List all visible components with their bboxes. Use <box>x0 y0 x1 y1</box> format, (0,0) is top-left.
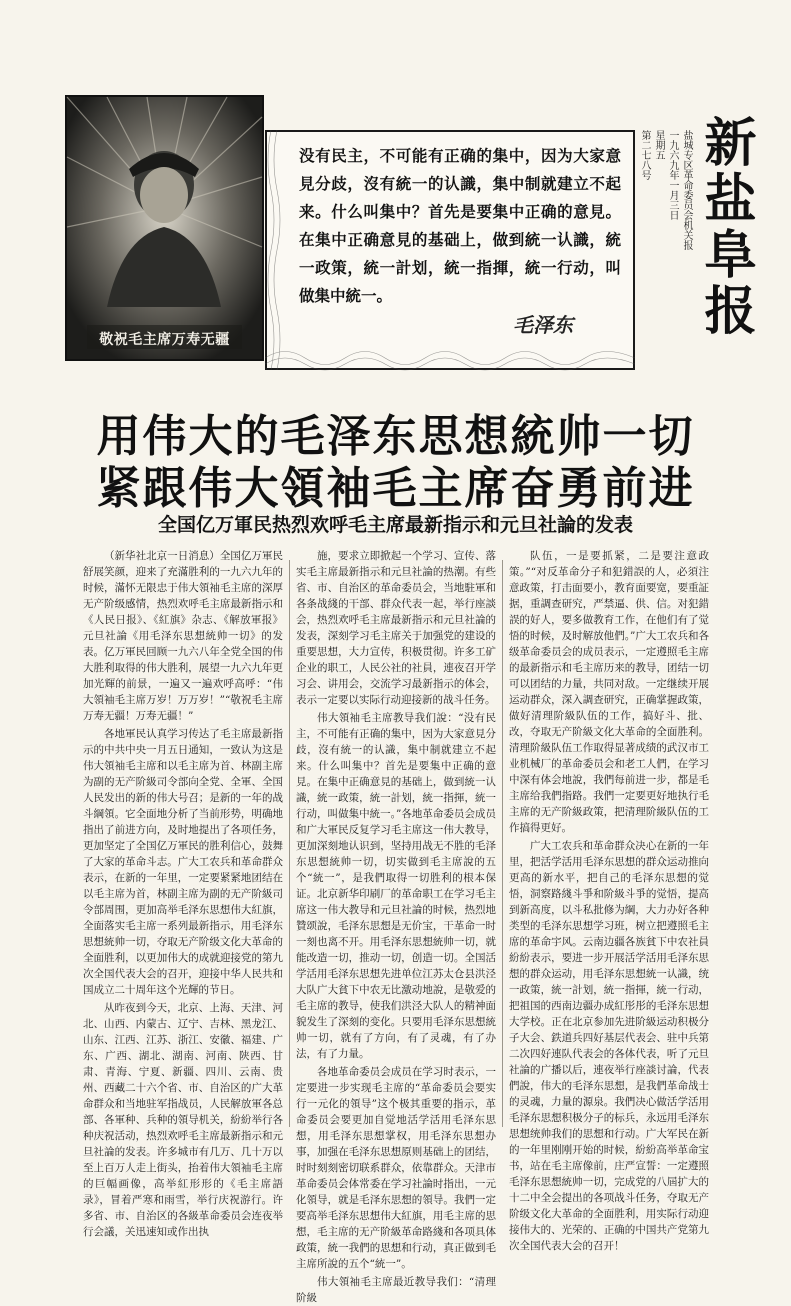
headline-line-1: 用伟大的毛泽东思想統帅一切 <box>96 411 695 462</box>
newspaper-title: 新盐阜报 <box>695 115 755 339</box>
mao-portrait <box>65 95 264 361</box>
article-column-2 <box>296 548 496 1304</box>
article-column-3 <box>509 548 709 1252</box>
publisher: 盐城专区革命委员会机关报 <box>681 130 692 250</box>
sunburst-icon <box>67 97 262 359</box>
quotation-box <box>265 130 635 370</box>
paragraph: 施，要求立即掀起一个学习、宣传、落实毛主席最新指示和元旦社論的热潮。有些省、市、自治区的革命委员会，当地駐軍和各条战綫的干部、群众代表一起，举行座談会，热烈欢呼毛主席最新指示和元旦社論的发表，深刻学习毛主席关于加强党的建设的重要思想，大力宣传，积极贯彻。许多工矿企业的职工，人民公社的社員，連夜召开学习会、讲用会，交流学习最新指示的体会，表示一定要以实际行动迎接新的战斗任务。 <box>296 550 496 706</box>
headline-line-2: 紧跟伟大領袖毛主席奋勇前进 <box>96 463 695 514</box>
paragraph: 各地軍民认真学习传达了毛主席最新指示的中共中央一月五日通知，一致认为这是伟大領袖毛主席和以毛主席为首、林副主席为副的无产阶級司令部向全党、全軍、全国人民发出的新的伟大号召；是新的一年的战斗綱領。它全面地分析了当前形势，明确地指出了前进方向，及时地提出了各项任务，更加坚定了全国亿万軍民的胜利信心，鼓舞了大家的革命斗志。广大工农兵和革命群众表示，在新的一年里，一定要紧紧地团结在以毛主席为首，林副主席为副的无产阶級司令部周围，更加高举毛泽东思想伟大紅旗，全面落实毛主席一系列最新指示，用毛泽东思想統帅一切，夺取无产阶级文化大革命的全面胜利，以更加伟大的成就迎接党的第九次全国代表大会的召开，迎接中华人民共和国成立二十周年这个光輝的节日。 <box>83 728 283 996</box>
paragraph: （新华社北京一日消息）全国亿万軍民舒展笑颜，迎来了充滿胜利的一九六九年的时候，滿怀无限忠于伟大領袖毛主席的深厚无产阶级感情，热烈欢呼毛主席最新指示和《人民日报》、《紅旗》杂志、《解放軍报》元旦社論《用毛泽东思想統帅一切》的发表。亿万軍民回顾一九六八年全党全国的伟大胜利取得的伟大胜利，展望一九六九年更加光輝的前景，一遍又一遍欢呼高呼：“伟大領袖毛主席万岁！万万岁！”“敬祝毛主席万寿无疆！万寿无疆！” <box>83 550 283 722</box>
paragraph: 各地革命委员会成员在学习时表示，一定要进一步实现毛主席的“革命委员会要实行一元化的領导”这个极其重要的指示，革命委员会要更加自觉地活学活用毛泽东思想，用毛泽东思想掌权，用毛泽东思想办事，加强在毛泽东思想原则基础上的团结，时时刻刻密切联系群众，依靠群众。天津市革命委员会体常委在学习社論时指出，一元化領导，就是毛泽东思想的領导。我們一定要高举毛泽东思想伟大紅旗，用毛主席的思想，毛主席的无产阶級革命路綫和各项具体政策，統一我們的思想和行动，真正做到毛主席所說的五个“統一”。 <box>296 1066 496 1270</box>
paragraph: 从昨夜到今天，北京、上海、天津、河北、山西、内蒙古、辽宁、吉林、黑龙江、山东、江西、江苏、浙江、安徽、福建、广东、广西、湖北、湖南、河南、陕西、甘肃、青海、宁夏、新疆、四川、云南、贵州、西藏二十六个省、市、自治区的广大革命群众和当地驻军指战员，人民解放軍各总部、各軍种、兵种的領导机关，紛紛举行各种庆祝活动，热烈欢呼毛主席最新指示和元旦社論的发表。许多城市有几万、几十万以至上百万人走上街头，抬着伟大領袖毛主席的巨幅画像，高举紅形形的《毛主席語录》，冒着严寒和雨雪，举行庆祝游行。许多省、市、自治区的各級革命委员会连夜举行会議，关迅速知或作出执 <box>83 1002 283 1238</box>
paragraph: 广大工农兵和革命群众决心在新的一年里，把活学活用毛泽东思想的群众运动推向更高的新水平，把自己的毛泽东思想的觉悟，洞察路綫斗爭和阶級斗爭的觉悟，提高到新高度，以斗私批修为綱，大力办好各种类型的毛泽东思想学习班，树立把遵照毛主席的革命宇风。云南边疆各族貧下中农社員紛紛表示，要进一步开展活学活用毛泽东思想的群众运动，用毛泽东思想統一认識，统一政策，統一計划，統一指揮，統一行动，把祖国的西南边疆办成紅彤彤的毛泽东思想大学校。正在北京参加先进阶級运动积极分子大会、鉄道兵四好基层代表会、驻中兵第二次四好連队代表会的各体代表，听了元旦社論的广播以后，連夜举行座談讨論，代表們說，伟大的毛泽东思想，是我們革命战士的灵魂，力量的源泉。我們决心做活学活用毛泽东思想积极分子的标兵，永远用毛泽东思想统帅我们的思想和行动。广大军民在新的一年里刚刚开始的时候，紛紛高举革命宝书，站在毛主席像前，庄严宣誓：一定遵照毛泽东思想統帅一切，完成党的八屆扩大的十二中全会提出的各项战斗任务，夺取无产阶级文化大革命的全面胜利，用实际行动迎接伟大的、光荣的、正确的中国共产党第九次全国代表大会的召开！ <box>509 840 709 1252</box>
column-divider <box>289 560 290 1127</box>
publication-info <box>639 130 693 370</box>
paragraph: 队伍，一是要抓紧，二是要注意政策。”“对反革命分子和犯錯誤的人，必須注意政策，打击面要小，教育面要宽，要重証据，重調查研究，严禁逼、供、信。对犯錯誤的好人，要多做教育工作，在他们有了觉悟的时候，及时解放他們。”广大工农兵和各级革命委员会的成员表示，一定遵照毛主席的最新指示和毛主席历来的教导，团结一切可以团结的力量，共同对敌。一定继续开展运动群众，深入調查研究，正确掌握政策，做好清理阶級队伍的工作，搞好斗、批、改，夺取无产阶級文化大革命的全面胜利。清理阶級队伍工作取得显著成绩的武汉市工业机械厂的革命委员会和老工人們，在学习中深有体会地說，我們每前进一步，都是毛主席给我們指路。我們一定要更好地执行毛主席的无产阶級政策，把清理阶級队伍的工作搞得更好。 <box>509 550 709 834</box>
weekday: 星期五 <box>653 130 664 160</box>
mao-quotation: 没有民主，不可能有正确的集中，因为大家意見分歧，沒有統一的认識，集中制就建立不起来。什么叫集中？首先是要集中正确的意見。在集中正确意見的基础上，做到統一认識，統一政策，統一計划，統一指揮，統一行动，叫做集中統一。 <box>299 147 621 305</box>
portrait-caption: 敬祝毛主席万寿无疆 <box>99 332 230 348</box>
paragraph: 伟大領袖毛主席教导我们說：“没有民主，不可能有正确的集中，因为大家意見分歧，沒有統一的认識，集中制就建立不起来。什么叫集中？首先是要集中正确的意見。在集中正确意見的基础上，做到統一认識，統一政策，統一計划，統一指揮，統一行动，叫做集中統一。”各地革命委员会成员和广大軍民反复学习毛主席这一伟大教导，更加深刻地认识到，坚持用战无不胜的毛泽东思想統帅一切，切实做到毛主席說的五个“統一”，是我們取得一切胜利的根本保证。北京新华印刷厂的革命职工在学习毛主席这一伟大教导和元旦社論的时候，热烈地贊颂說，毛泽东思想是无价宝，干革命一时一刻也离不开。用毛泽东思想統帅一切，就能改造一切，推动一切，创造一切。全国活学活用毛泽东思想先进单位江苏太仓县洪泾大队广大貧下中农无比激动地說，是敬爱的毛主席的教导，使我们洪泾大队人的精神面貌发生了深刻的变化。只要用毛泽东思想統帅一切，就有了方向，有了灵魂，有了办法，有了力量。 <box>296 712 496 1060</box>
issue-number: 第二七八号 <box>639 130 650 180</box>
article-column-1 <box>83 548 283 1238</box>
masthead <box>65 95 755 380</box>
mao-signature: 毛泽东 <box>513 313 573 337</box>
column-divider <box>502 560 503 1127</box>
subheadline: 全国亿万軍民热烈欢呼毛主席最新指示和元旦社論的发表 <box>157 514 633 536</box>
paragraph: 伟大領袖毛主席最近教导我们：“清理阶級 <box>296 1276 496 1304</box>
issue-date: 一九六九年一月三日 <box>667 130 678 220</box>
